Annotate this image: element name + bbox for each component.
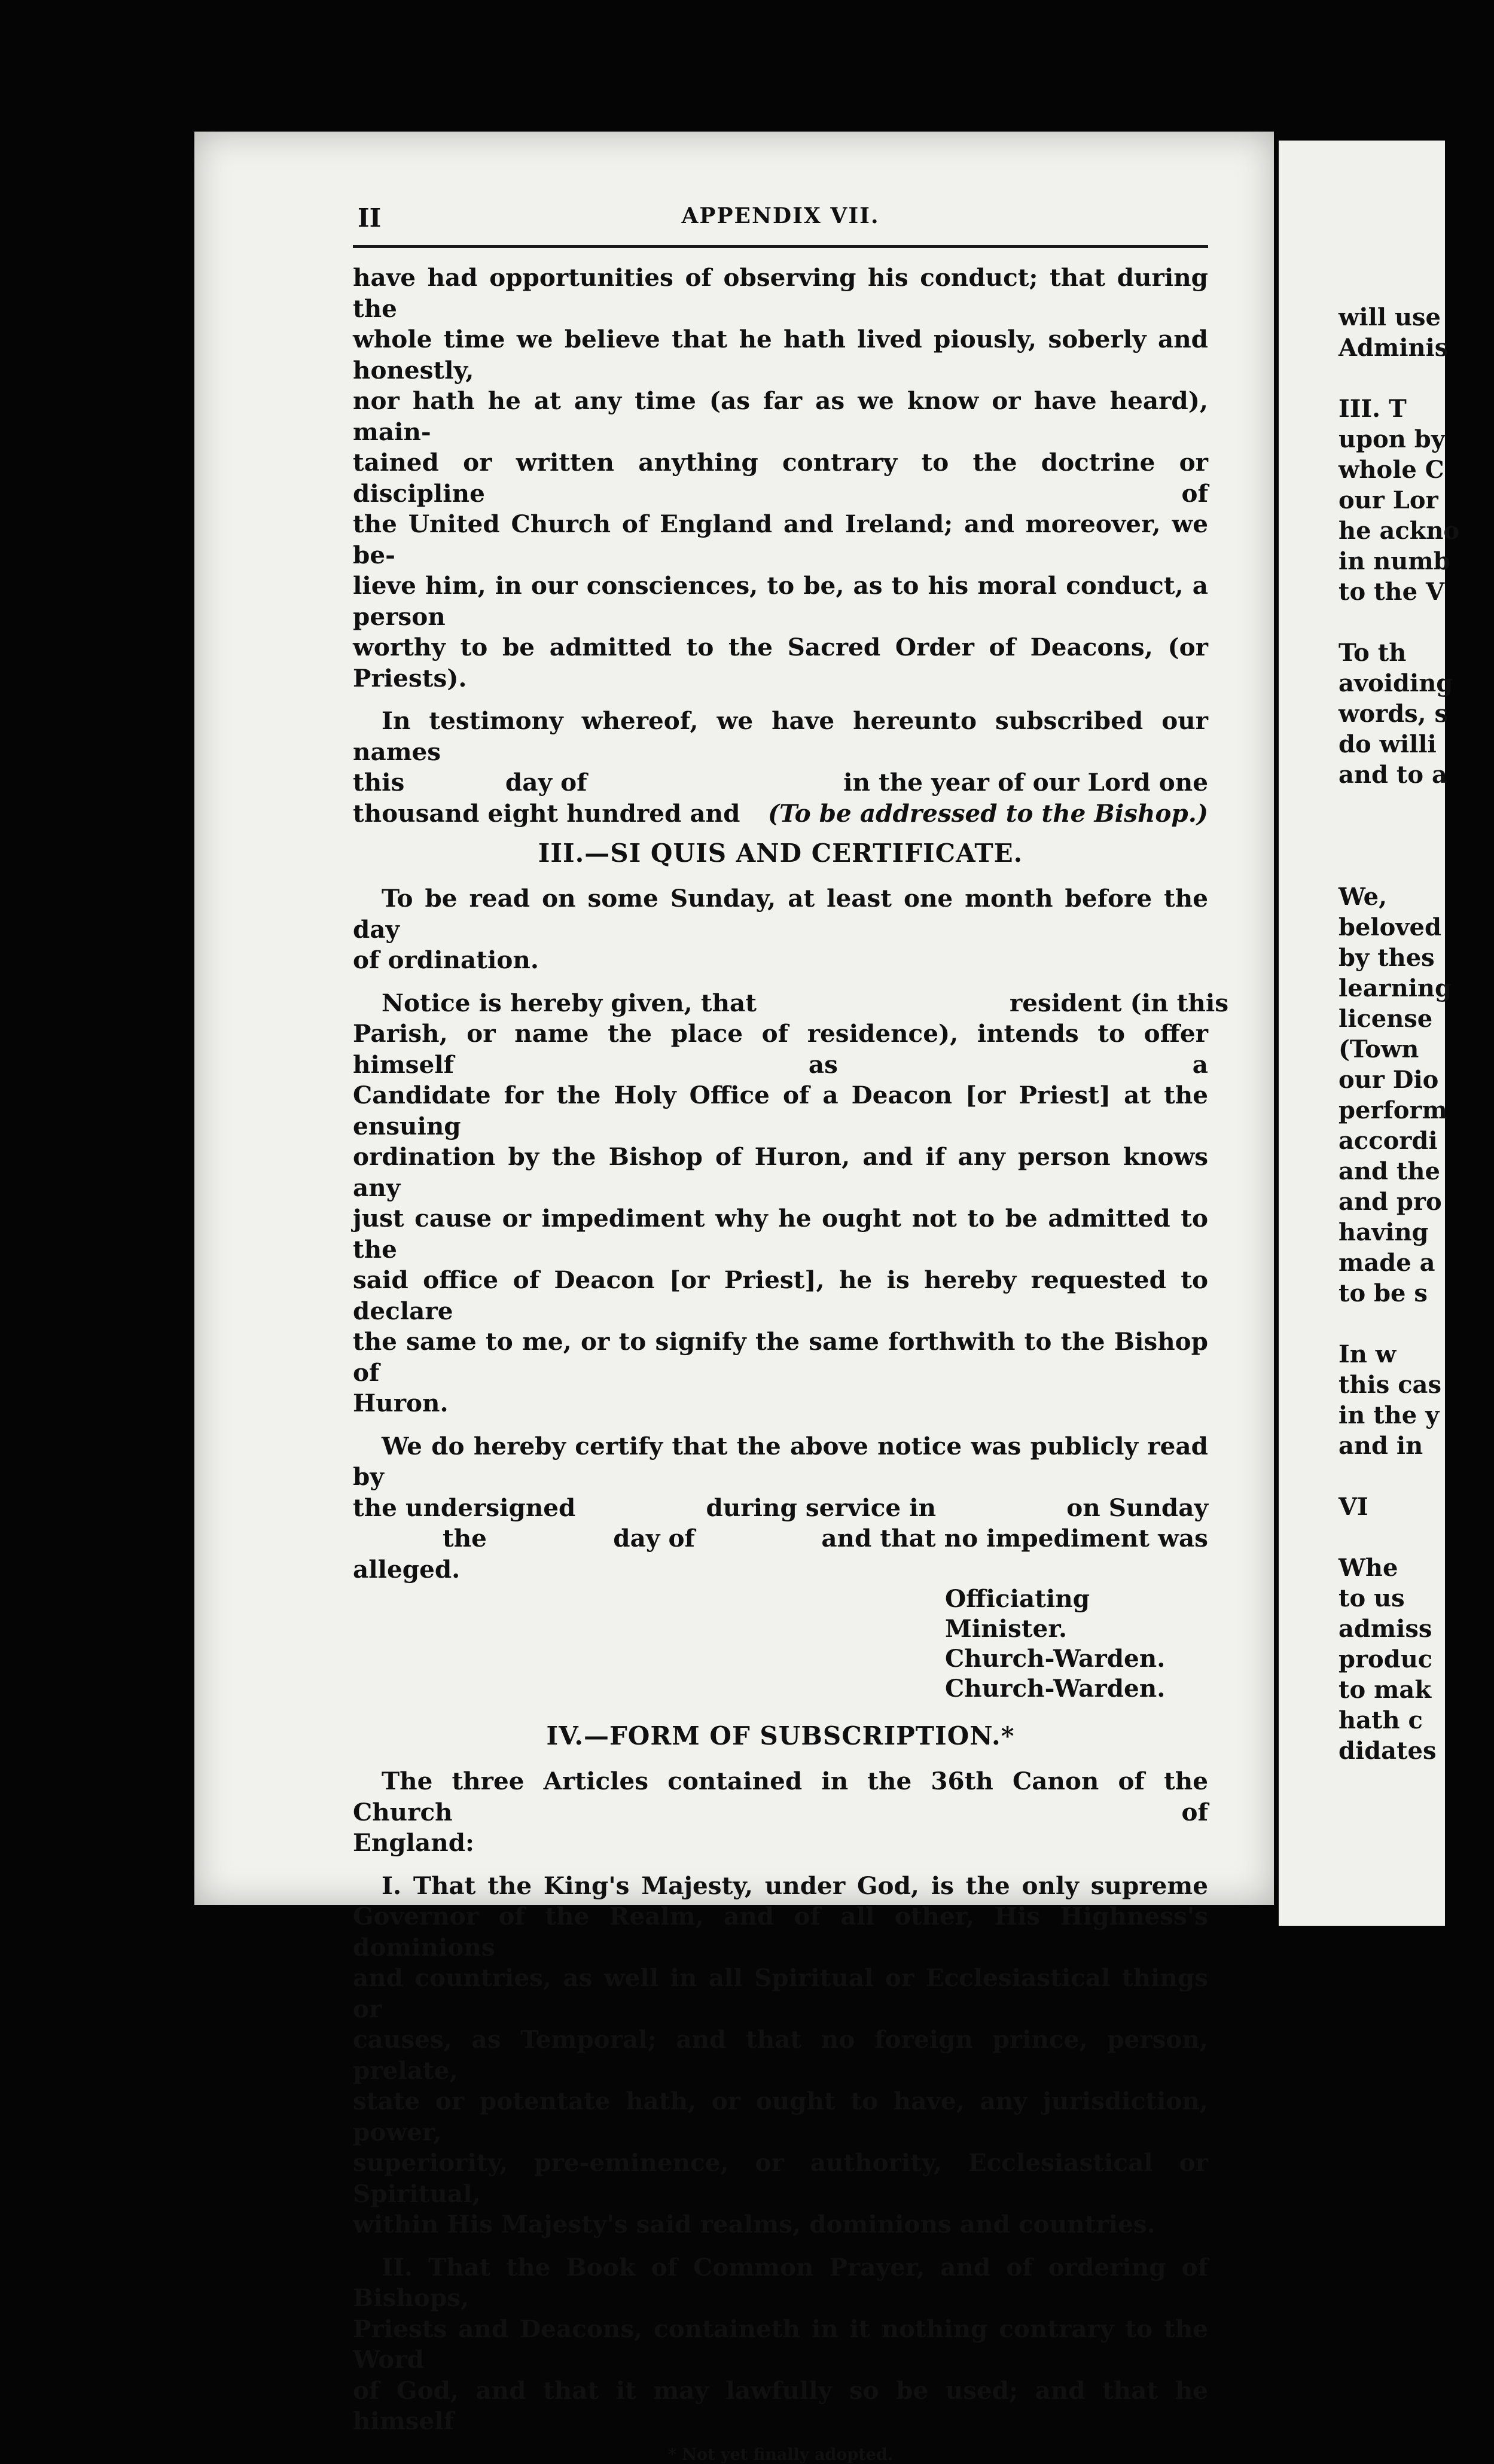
right-page-line <box>1338 363 1494 394</box>
right-page-line: our Dio <box>1338 1066 1439 1094</box>
text-line: lieve him, in our consciences, to be, as to his moral conduct, a person <box>353 571 1208 631</box>
right-page-line <box>1338 607 1494 638</box>
right-page-line: he ackno <box>1338 517 1460 545</box>
right-page-line: to us <box>1338 1584 1405 1612</box>
text-line: England: <box>353 1828 474 1857</box>
right-page-line <box>1338 790 1494 821</box>
right-page-line: admiss <box>1338 1615 1432 1643</box>
right-page-line: license <box>1338 1005 1433 1033</box>
right-page-line: made a <box>1338 1249 1435 1277</box>
right-page-line <box>1338 851 1494 882</box>
right-page <box>1279 141 1460 1926</box>
text-fragment: day of <box>505 768 587 797</box>
text-line: said office of Deacon [or Priest], he is hereby requested to declare <box>353 1265 1208 1325</box>
text-line: Notice is hereby given, that resident (in this <box>382 988 1229 1017</box>
right-page-line: this cas <box>1338 1371 1441 1399</box>
page-number: II <box>358 203 382 233</box>
signature-line: Officiating Minister. <box>945 1584 1090 1643</box>
right-page-line: words, s <box>1338 700 1449 728</box>
signature-line: Church-Warden. <box>945 1674 1166 1703</box>
right-page-line: VI <box>1338 1493 1368 1521</box>
right-page-text <box>1338 302 1494 1766</box>
right-page-line: in numb <box>1338 547 1450 575</box>
right-page-line: beloved <box>1338 913 1441 941</box>
text-line: causes, as Temporal; and that no foreign prince, person, prelate, <box>353 2025 1208 2085</box>
right-page-line: Whe <box>1338 1554 1398 1582</box>
section-heading-subscription: IV.—FORM OF SUBSCRIPTION.* <box>546 1721 1015 1751</box>
text-fragment: day of <box>613 1524 695 1553</box>
right-page-line: whole C <box>1338 456 1444 484</box>
text-line: ordination by the Bishop of Huron, and if any person knows any <box>353 1142 1208 1202</box>
right-page-line: by thes <box>1338 944 1435 972</box>
text-fragment: during service in <box>706 1493 937 1522</box>
right-page-line: having <box>1338 1218 1429 1246</box>
right-page-line: and in <box>1338 1432 1423 1460</box>
right-page-line: learning <box>1338 974 1452 1002</box>
text-line: nor hath he at any time (as far as we know or have heard), main- <box>353 386 1208 446</box>
right-page-line: produc <box>1338 1645 1433 1673</box>
right-page-line <box>1338 1309 1494 1339</box>
right-page-line: In w <box>1338 1340 1397 1368</box>
text-line: the United Church of England and Ireland; and moreover, we be- <box>353 510 1208 569</box>
right-page-line: hath c <box>1338 1706 1423 1734</box>
right-page-line: and the <box>1338 1157 1440 1185</box>
right-page-line: to be s <box>1338 1279 1428 1307</box>
running-head-title: APPENDIX VII. <box>681 203 880 228</box>
right-page-line: do willi <box>1338 730 1437 758</box>
text-line: I. That the King's Majesty, under God, is the only supreme <box>382 1871 1208 1900</box>
page-content <box>353 203 1229 2464</box>
text-line: To be read on some Sunday, at least one month before the day <box>353 884 1208 944</box>
text-fragment: (To be addressed to the Bishop.) <box>767 798 1208 828</box>
text-line: state or potentate hath, or ought to have, any jurisdiction, power, <box>353 2087 1208 2146</box>
signature-line: Church-Warden. <box>945 1644 1166 1673</box>
text-line: just cause or impediment why he ought not to be admitted to the <box>353 1204 1208 1264</box>
right-page-line: To th <box>1338 639 1407 667</box>
text-line: of God, and that it may lawfully so be used; and that he himself <box>353 2375 1208 2435</box>
right-page-line: avoiding <box>1338 669 1453 697</box>
paragraph-notice <box>353 988 1229 1419</box>
section-heading-si-quis: III.—SI QUIS AND CERTIFICATE. <box>538 838 1023 868</box>
text-line: alleged. <box>353 1554 461 1584</box>
text-line: The three Articles contained in the 36th Canon of the Church of <box>353 1767 1208 1826</box>
text-line: have had opportunities of observing his conduct; that during the <box>353 263 1208 323</box>
running-header <box>353 203 1208 239</box>
right-page-line: will use <box>1338 303 1441 331</box>
text-fragment: the <box>443 1524 487 1553</box>
text-line: Priests and Deacons, containeth in it nothing contrary to the Word <box>353 2314 1208 2374</box>
text-line: whole time we believe that he hath lived piously, soberly and honestly, <box>353 325 1208 385</box>
right-page-line: to the V <box>1338 578 1445 606</box>
text-line: and countries, as well in all Spiritual or Ecclesiastical things or <box>353 1963 1208 2023</box>
right-page-line: (Town <box>1338 1035 1419 1063</box>
text-line: superiority, pre-eminence, or authority, Ecclesiastical or Spiritual, <box>353 2148 1208 2208</box>
text-line: the same to me, or to signify the same forthwith to the Bishop of <box>353 1327 1208 1387</box>
right-page-line: III. T <box>1338 395 1407 423</box>
paragraph-testimonial-end <box>353 263 1208 694</box>
footnote: * Not yet finally adopted. <box>667 2445 894 2464</box>
signature-block <box>353 1584 1208 1703</box>
right-page-line: didates <box>1338 1737 1437 1765</box>
text-line: worthy to be admitted to the Sacred Order of Deacons, (or Priests). <box>353 633 1208 693</box>
text-fragment: in the year of our Lord one <box>843 768 1208 797</box>
right-page-line: our Lor <box>1338 486 1438 514</box>
text-fragment: this <box>353 768 405 797</box>
right-page-line: Adminis <box>1338 334 1449 362</box>
right-page-line <box>1338 821 1494 851</box>
right-page-line <box>1338 1461 1494 1492</box>
text-line: We do hereby certify that the above notice was publicly read by <box>353 1431 1208 1491</box>
paragraph-articles-intro <box>353 1766 1208 1859</box>
paragraph-instruction <box>353 883 1208 976</box>
text-line: Candidate for the Holy Office of a Deacon [or Priest] at the ensuing <box>353 1081 1208 1140</box>
text-fragment: the undersigned <box>353 1493 576 1522</box>
text-line: In testimony whereof, we have hereunto subscribed our names <box>353 706 1208 766</box>
paragraph-testimony <box>353 706 1208 829</box>
right-page-line: We, <box>1338 883 1388 911</box>
text-fragment: thousand eight hundred and <box>353 798 740 828</box>
right-page-line <box>1338 1522 1494 1553</box>
header-rule <box>353 245 1208 248</box>
text-line: within His Majesty's said realms, dominions and countries. <box>353 2210 1155 2239</box>
right-page-line: upon by <box>1338 425 1445 453</box>
text-line: tained or written anything contrary to the doctrine or discipline of <box>353 448 1208 508</box>
right-page-line: in the y <box>1338 1401 1440 1429</box>
text-line: Parish, or name the place of residence), intends to offer himself as a <box>353 1019 1208 1079</box>
text-line: II. That the Book of Common Prayer, and of ordering of Bishops, <box>353 2252 1208 2312</box>
text-fragment: on Sunday <box>1066 1493 1208 1522</box>
text-fragment: and that no impediment was <box>821 1524 1208 1553</box>
paragraph-article-one <box>353 1871 1208 2240</box>
text-line: of ordination. <box>353 946 539 974</box>
paragraph-certificate <box>353 1431 1208 1585</box>
paragraph-article-two <box>353 2252 1208 2437</box>
right-page-line: perform <box>1338 1096 1447 1124</box>
text-line: Governor of the Realm, and of all other, His Highness's dominions <box>353 1902 1208 1962</box>
right-page-line: accordi <box>1338 1127 1438 1155</box>
text-line: Huron. <box>353 1389 449 1417</box>
right-page-line: and pro <box>1338 1188 1442 1216</box>
right-page-line: to mak <box>1338 1676 1432 1704</box>
right-page-line: and to a <box>1338 761 1447 789</box>
